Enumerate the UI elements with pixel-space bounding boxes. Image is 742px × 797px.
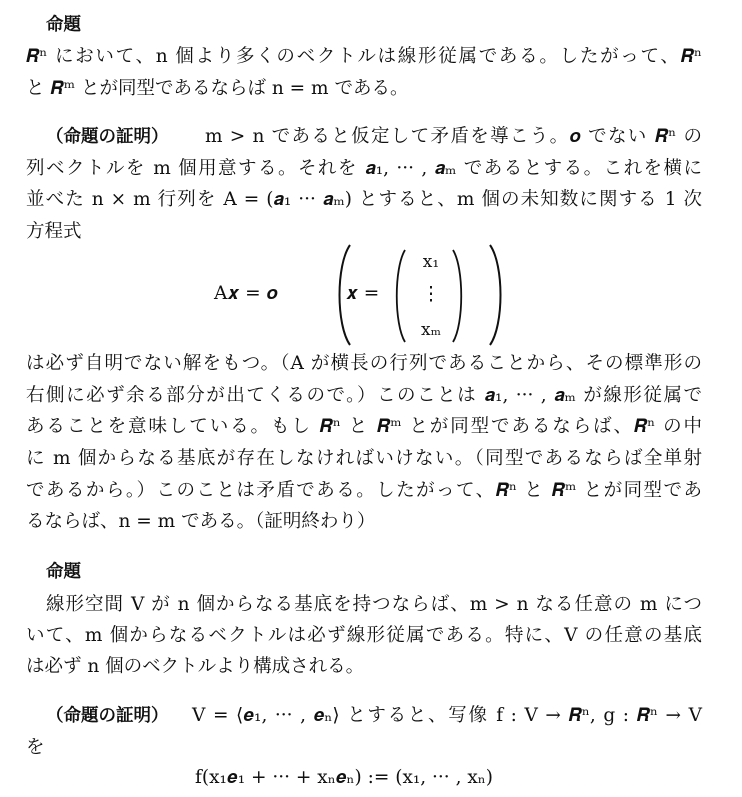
proof1-after-3: あることを意味している。もし 𝑹ⁿ と 𝑹ᵐ とが同型であるならば、𝑹ⁿ の中	[26, 416, 702, 437]
prop2-line-1: 線形空間 V が n 個からなる基底を持つならば、m > n なる任意の m につ	[46, 594, 702, 615]
proof1-line-4: 方程式	[26, 221, 82, 242]
proof2-line-1: V = ⟨𝒆₁, ··· , 𝒆ₙ⟩ とすると、写像 f : V → 𝑹ⁿ, g : 𝑹ⁿ → V	[192, 705, 702, 726]
prop1-line-2: と 𝑹ᵐ とが同型であるならば n = m である。	[26, 78, 409, 99]
proof1-line-3: 並べた n × m 行列を A = (𝒂₁ ··· 𝒂ₘ) とすると、m 個の未知数に関する 1 次	[26, 189, 702, 210]
prop1-heading: 命題	[46, 15, 81, 35]
proof1-after-4: に m 個からなる基底が存在しなければいけない。（同型であるならば全単射	[26, 448, 702, 469]
prop2-heading: 命題	[46, 562, 81, 582]
inner-left-paren	[390, 248, 408, 344]
prop1-line-1: 𝑹ⁿ において、n 個より多くのベクトルは線形従属である。したがって、𝑹ⁿ	[26, 46, 702, 67]
inner-right-paren	[450, 248, 468, 344]
proof1-after-2: 右側に必ず余る部分が出てくるので。）このことは 𝒂₁, ··· , 𝒂ₘ が線形従属で	[26, 385, 702, 406]
proof1-after-6: るならば、n = m である。（証明終わり）	[26, 511, 376, 532]
outer-right-paren	[486, 243, 510, 347]
proof1-after-5: であるから。）このことは矛盾である。したがって、𝑹ⁿ と 𝑹ᵐ とが同型であ	[26, 480, 702, 501]
proof1-line-1: m > n であると仮定して矛盾を導こう。𝒐 でない 𝑹ⁿ の	[205, 126, 702, 147]
equation-lhs: A𝒙 = 𝒐	[214, 283, 278, 304]
proof1-heading: （命題の証明）	[46, 127, 169, 147]
prop2-line-2: いて、m 個からなるベクトルは必ず線形従属である。特に、V の任意の基底	[26, 625, 702, 646]
proof1-after-1: は必ず自明でない解をもつ。（A が横長の行列であることから、その標準形の	[26, 353, 702, 374]
vector-entry-m: xₘ	[420, 320, 441, 340]
proof2-line-2: を	[26, 737, 45, 758]
vector-entry-1: x₁	[422, 252, 440, 272]
proof1-line-2: 列ベクトルを m 個用意する。それを 𝒂₁, ··· , 𝒂ₘ であるとする。これを横に	[26, 158, 702, 179]
prop2-line-3: は必ず n 個のベクトルより構成される。	[26, 656, 365, 677]
proof2-heading: （命題の証明）	[46, 706, 169, 726]
vector-entry-dots: ⋮	[421, 283, 441, 305]
x-definition: 𝒙 =	[346, 283, 380, 304]
proof2-equation: f(x₁𝒆₁ + ··· + xₙ𝒆ₙ) := (x₁, ··· , xₙ)	[195, 767, 493, 788]
